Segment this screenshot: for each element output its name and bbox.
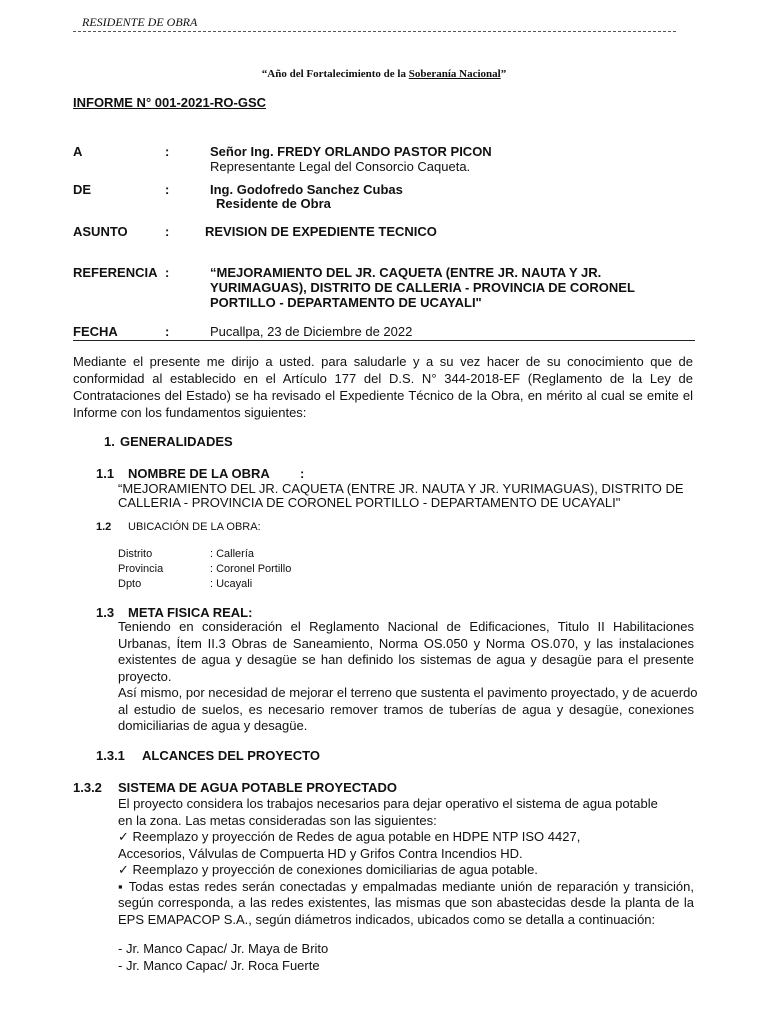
water-line: ✓ Reemplazo y proyección de Redes de agua potable en HDPE NTP ISO 4427, (118, 829, 581, 844)
field-fecha-label: FECHA (73, 324, 118, 339)
report-number: INFORME N° 001-2021-RO-GSC (73, 95, 267, 110)
field-a-value-2: Representante Legal del Consorcio Caqueta. (210, 159, 471, 174)
water-line: en la zona. Las metas consideradas son las siguientes: (118, 812, 437, 828)
meta-line: domiciliarias de agua y desagüe. (118, 718, 308, 733)
field-de-label: DE (73, 182, 92, 197)
water-system-paragraph (118, 796, 694, 928)
meta-line: Teniendo en consideración el Reglamento Nacional de Edificaciones, Titulo II Habilitaciones (118, 619, 694, 634)
field-fecha-colon: : (165, 324, 170, 339)
meta-fisica-paragraph (118, 619, 698, 735)
section-1-3-2-number: 1.3.2 (73, 780, 102, 795)
field-ref-colon: : (165, 265, 170, 280)
intro-paragraph (73, 353, 693, 421)
location-value: : Coronel Portillo (210, 563, 292, 575)
section-1-3-number: 1.3 (96, 605, 115, 620)
field-a-label: A (73, 144, 83, 159)
field-asunto-value: REVISION DE EXPEDIENTE TECNICO (205, 224, 437, 239)
field-ref-line: YURIMAGUAS), DISTRITO DE CALLERIA - PROVINCIA DE CORONEL (210, 280, 635, 295)
section-1-1-title: NOMBRE DE LA OBRA (128, 466, 270, 481)
street-item: - Jr. Manco Capac/ Jr. Maya de Brito (118, 941, 329, 956)
location-label: Distrito (118, 548, 153, 560)
intro-line: Mediante el presente me dirijo a usted. para saludarle y a su vez hacer de su conocimiento que de (73, 354, 693, 369)
motto-text: “Año del Fortalecimiento de la (261, 68, 409, 80)
water-line: ✓ Reemplazo y proyección de conexiones domiciliarias de agua potable. (118, 862, 538, 877)
water-line: EPS EMAPACOP S.A., según diámetros indicados, ubicados como se detalla a continuación: (118, 911, 656, 927)
motto-close: ” (500, 68, 507, 80)
water-line: ▪ Todas estas redes serán conectadas y empalmadas mediante unión de reparación y transición, (118, 878, 694, 894)
header-title: RESIDENTE DE OBRA (82, 15, 198, 29)
field-a-colon: : (165, 144, 170, 159)
year-motto (0, 68, 768, 80)
section-1-1-colon: : (300, 466, 305, 481)
work-name-line: CALLERIA - PROVINCIA DE CORONEL PORTILLO - DEPARTAMENTO DE UCAYALI" (118, 495, 621, 510)
field-fecha-value: Pucallpa, 23 de Diciembre de 2022 (210, 324, 413, 339)
location-value: : Callería (210, 548, 255, 560)
field-a-value: Señor Ing. FREDY ORLANDO PASTOR PICON (210, 144, 492, 159)
field-ref-line: “MEJORAMIENTO DEL JR. CAQUETA (ENTRE JR. NAUTA Y JR. (210, 265, 602, 280)
field-ref-label: REFERENCIA (73, 265, 158, 280)
location-label: Dpto (118, 578, 142, 590)
section-1-number: 1. (104, 434, 115, 449)
meta-line: proyecto. (118, 668, 172, 684)
header-rule (73, 340, 695, 341)
water-line: según corresponda, a las redes existentes, las mismas que son abastecidas desde la planta de la (118, 895, 694, 910)
field-de-value: Ing. Godofredo Sanchez Cubas (210, 182, 403, 197)
meta-line: Así mismo, por necesidad de mejorar el terreno que sustenta el pavimento proyectado, y de acuerdo (118, 685, 698, 700)
section-1-title: GENERALIDADES (120, 434, 233, 449)
field-de-value-2: Residente de Obra (216, 196, 331, 211)
meta-line: existentes de agua y desagüe se han definido los sistemas de agua y desagüe para el presente (118, 652, 694, 667)
section-1-3-1-title: ALCANCES DEL PROYECTO (142, 748, 320, 763)
section-1-3-title: META FISICA REAL: (128, 605, 253, 620)
location-label: Provincia (118, 563, 164, 575)
street-item: - Jr. Manco Capac/ Jr. Roca Fuerte (118, 958, 320, 973)
field-ref-line: PORTILLO - DEPARTAMENTO DE UCAYALI" (210, 295, 482, 310)
field-asunto-label: ASUNTO (73, 224, 128, 239)
section-1-2-number: 1.2 (96, 521, 112, 533)
water-line: Accesorios, Válvulas de Compuerta HD y Grifos Contra Incendios HD. (118, 845, 523, 861)
section-1-1-number: 1.1 (96, 466, 115, 481)
field-de-colon: : (165, 182, 170, 197)
header-divider (73, 31, 676, 32)
field-asunto-colon: : (165, 224, 170, 239)
water-line: El proyecto considera los trabajos necesarios para dejar operativo el sistema de agua potable (118, 796, 658, 811)
section-1-2-title: UBICACIÓN DE LA OBRA: (128, 521, 261, 533)
meta-line: al estudio de suelos, es necesario remover tramos de tuberías de agua y desagüe, conexiones (118, 701, 694, 717)
intro-line: Contrataciones del Estado) se ha revisado el Expediente Técnico de la Obra, en mérito al cual se emite el (73, 388, 693, 403)
section-1-3-1-number: 1.3.1 (96, 748, 125, 763)
work-name-line: “MEJORAMIENTO DEL JR. CAQUETA (ENTRE JR. NAUTA Y JR. YURIMAGUAS), DISTRITO DE (118, 481, 684, 496)
location-value: : Ucayali (210, 578, 253, 590)
intro-line: conformidad al establecido en el Artículo 177 del D.S. N° 344-2018-EF (Reglamento de la Ley de (73, 371, 693, 386)
section-1-3-2-title: SISTEMA DE AGUA POTABLE PROYECTADO (118, 780, 398, 795)
meta-line: Urbanas, Ítem II.3 Obras de Saneamiento, Norma OS.050 y Norma OS.070, y las instalaciones (118, 635, 694, 651)
intro-line: Informe con los fundamentos siguientes: (73, 405, 307, 420)
motto-underlined: Soberanía Nacional (408, 68, 501, 80)
